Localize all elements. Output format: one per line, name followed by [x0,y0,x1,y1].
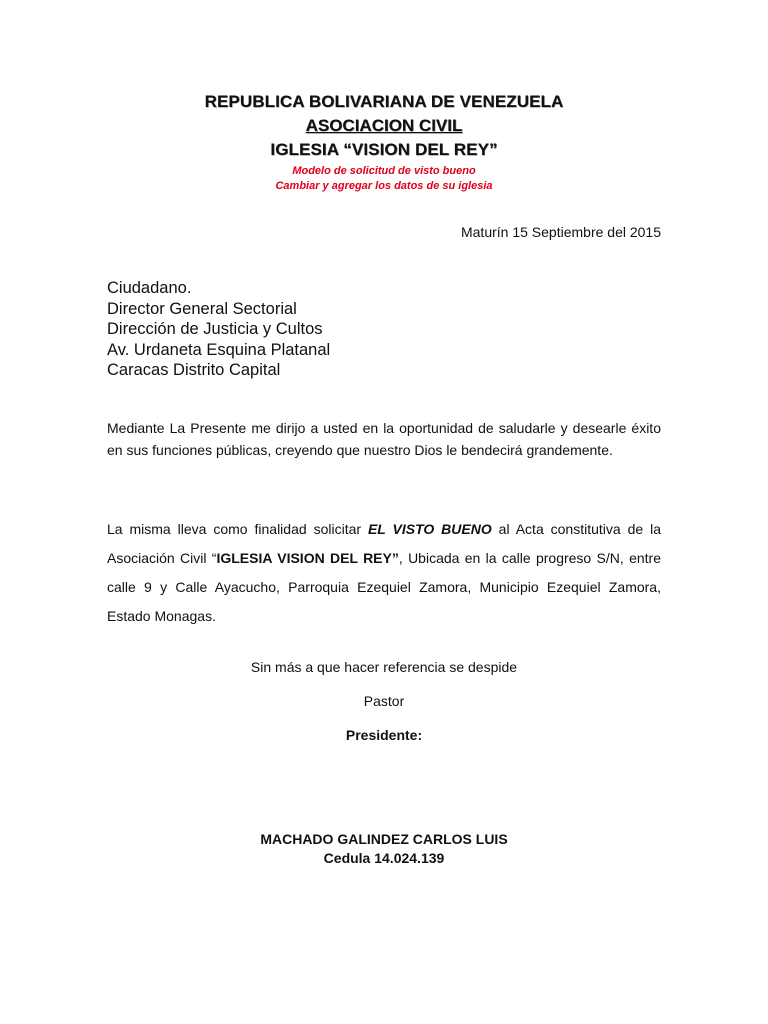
header-association: ASOCIACION CIVIL [305,116,463,135]
body-paragraph-1: Mediante La Presente me dirijo a usted en la oportunidad de saludarle y desearle éxito en sus funciones públicas, creyendo que nuestro Dios le bendecirá grandemente. [107,420,661,458]
header-church: IGLESIA “VISION DEL REY” [270,140,498,159]
recipient-line: Av. Urdaneta Esquina Platanal [107,340,331,359]
recipient-line: Director General Sectorial [107,299,297,318]
closing-role-pastor: Pastor [363,693,405,709]
signer-name: MACHADO GALINDEZ CARLOS LUIS [260,831,508,847]
template-note-2: Cambiar y agregar los datos de su iglesia [275,180,493,192]
recipient-line: Ciudadano. [107,279,192,297]
closing-farewell: Sin más a que hacer referencia se despide [250,659,518,675]
signer-id: Cedula 14.024.139 [323,850,445,866]
church-name-emphasis: IGLESIA VISION DEL REY” [216,550,399,566]
recipient-block [107,278,330,381]
body-text: al Acta constitutiva de la Asociación Civil “ [107,521,661,566]
body-paragraph-2 [107,515,661,631]
letter-date: Maturín 15 Septiembre del 2015 [460,224,661,240]
closing-role-president: Presidente: [345,727,423,743]
template-note-1: Modelo de solicitud de visto bueno [292,165,476,177]
recipient-line: Dirección de Justicia y Cultos [107,320,323,338]
visto-bueno-emphasis: EL VISTO BUENO [367,521,492,537]
recipient-line: Caracas Distrito Capital [107,361,281,379]
body-text: , Ubicada en la calle progreso S/N, entre calle 9 y Calle Ayacucho, Parroquia Ezequiel Zamora, Municipio Ezequiel Zamora, Estado Monagas. [107,550,661,624]
body-text: La misma lleva como finalidad solicitar [107,521,368,537]
header-country: REPUBLICA BOLIVARIANA DE VENEZUELA [204,92,564,111]
